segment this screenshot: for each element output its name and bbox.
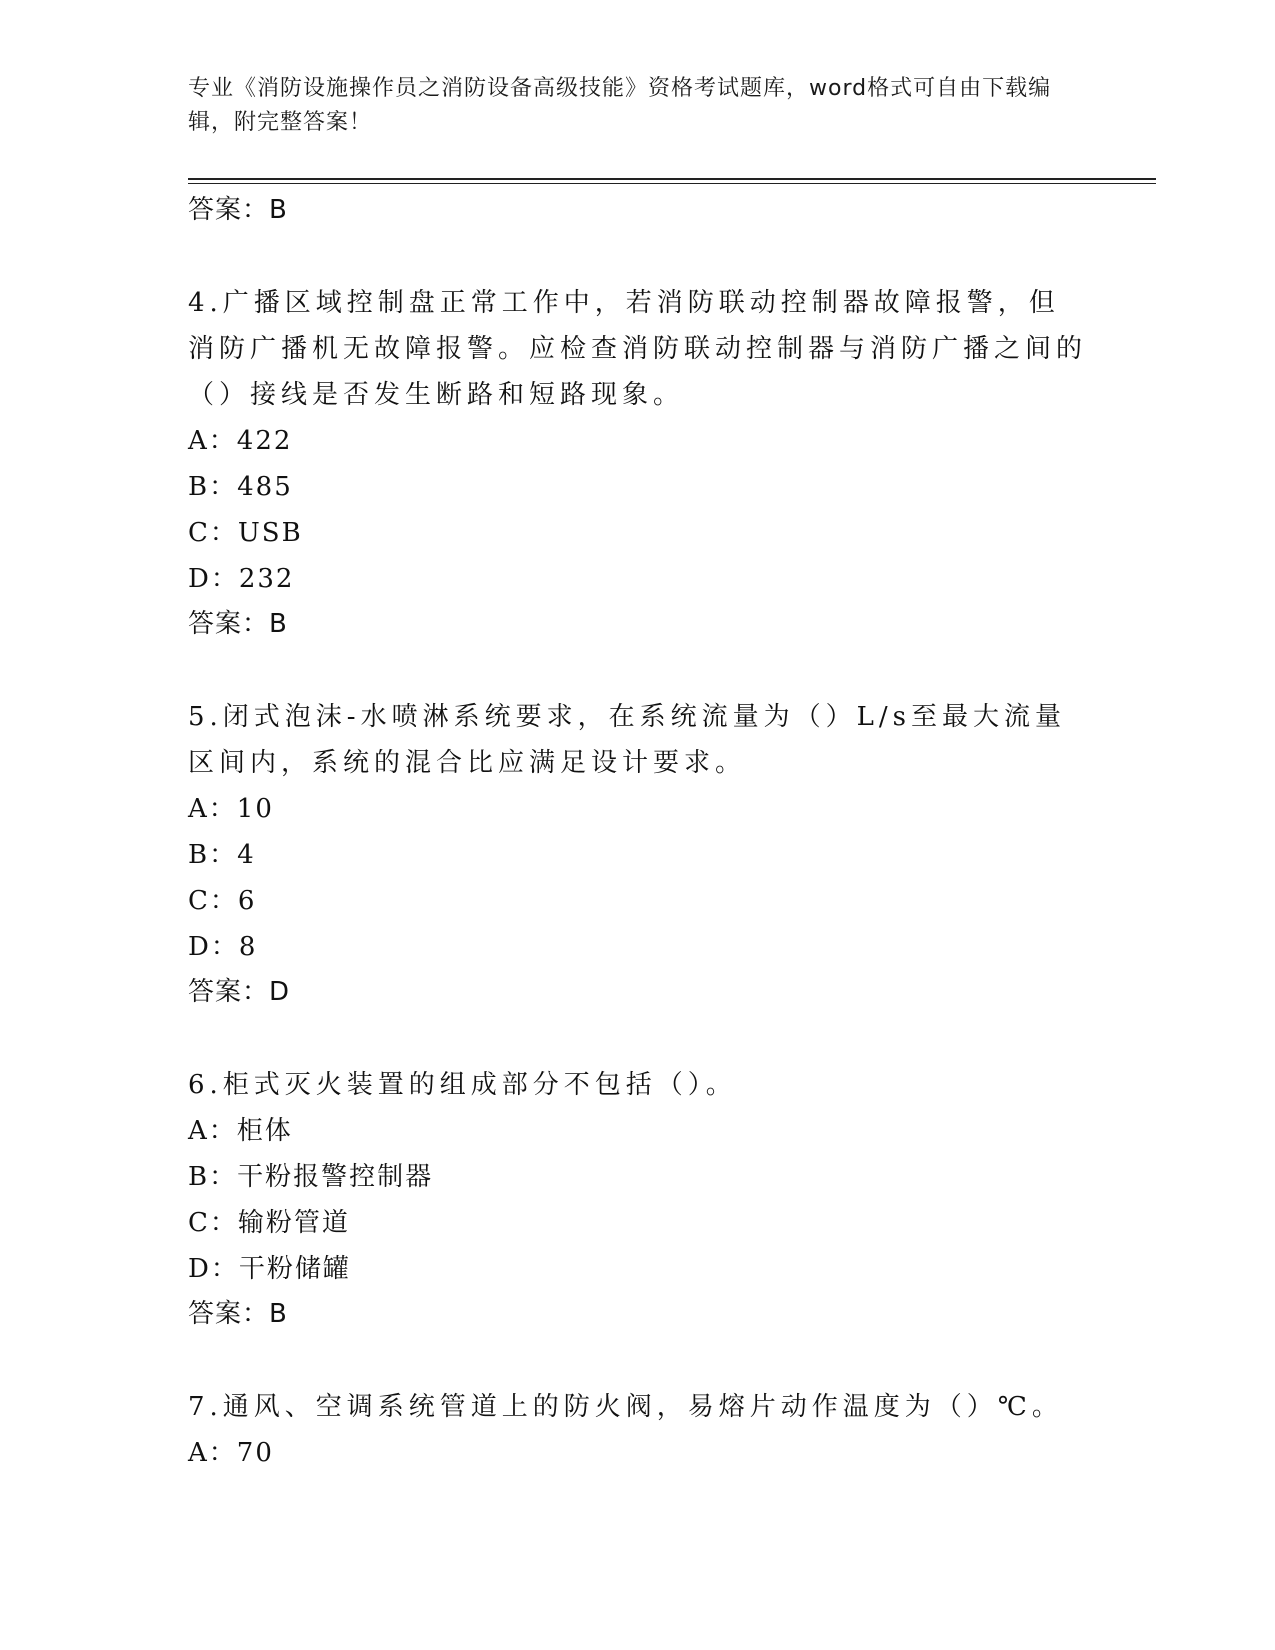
answer-line: 答案：B — [188, 1299, 288, 1329]
option-c: C：输粉管道 — [188, 1208, 350, 1238]
option-c: C：6 — [188, 886, 257, 916]
option-b: B：4 — [188, 840, 256, 870]
answer-line: 答案：B — [188, 195, 288, 225]
option-d: D：232 — [188, 564, 295, 594]
question-text: 6.柜式灭火装置的组成部分不包括（）。 — [188, 1070, 737, 1100]
option-a: A：10 — [188, 794, 274, 824]
option-d: D：8 — [188, 932, 258, 962]
option-c: C：USB — [188, 518, 303, 548]
answer-line: 答案：B — [188, 609, 288, 639]
question-list — [188, 188, 1088, 1476]
question-text: 7.通风、空调系统管道上的防火阀，易熔片动作温度为（）℃。 — [188, 1392, 1063, 1422]
question-text: 5.闭式泡沫-水喷淋系统要求，在系统流量为（）L/s至最大流量区间内，系统的混合比应满足设计要求。 — [188, 702, 1066, 778]
question-text: 4.广播区域控制盘正常工作中，若消防联动控制器故障报警，但消防广播机无故障报警。应检查消防联动控制器与消防广播之间的（）接线是否发生断路和短路现象。 — [188, 288, 1088, 410]
option-b: B：干粉报警控制器 — [188, 1162, 434, 1192]
question-4 — [188, 280, 1088, 646]
option-a: A：70 — [188, 1438, 274, 1468]
option-a: A：422 — [188, 426, 293, 456]
page-header: 专业《消防设施操作员之消防设备高级技能》资格考试题库，word格式可自由下载编辑，附完整答案！ — [188, 76, 1052, 135]
header-divider-thin — [188, 183, 1156, 184]
option-b: B：485 — [188, 472, 293, 502]
question-6 — [188, 1062, 1088, 1336]
option-d: D：干粉储罐 — [188, 1254, 351, 1284]
question-7 — [188, 1384, 1088, 1476]
question-5 — [188, 694, 1088, 1014]
header-divider — [188, 178, 1156, 180]
answer-line: 答案：D — [188, 977, 291, 1007]
option-a: A：柜体 — [188, 1116, 293, 1146]
